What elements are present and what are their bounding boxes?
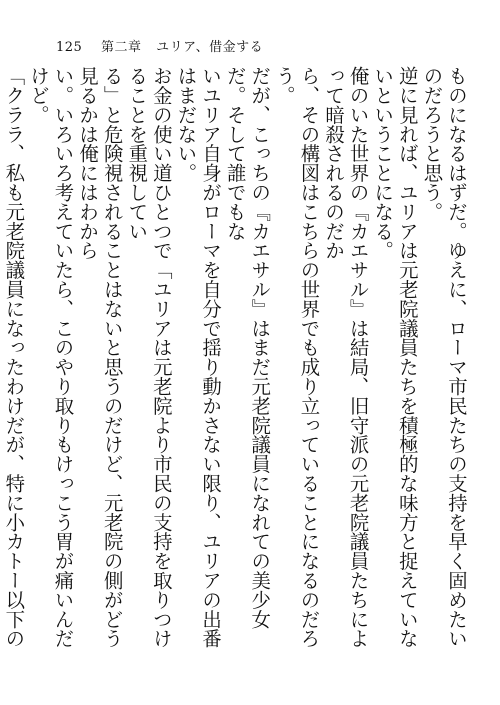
running-head [56, 36, 263, 55]
chapter-label: 第二章 [100, 40, 142, 55]
text-line: 俺のいた世界の『カエサル』は結局、旧守派の元老院議員たちによって暗殺されるのだか [322, 66, 370, 648]
text-line: 逆に見れば、ユリアは元老院議員たちを積極的な味方と捉えていないということになる。 [371, 66, 419, 648]
text-line: ものになるはずだ。ゆえに、ローマ市民たちの支持を早く固めたいのだろうと思う。 [420, 66, 468, 648]
vertical-body-text [2, 66, 468, 666]
text-line: お金の使い道ひとつで「ユリアは元老院より市民の支持を取りつけることを重視してい [125, 66, 173, 648]
text-line: ら、その構図はこちらの世界でも成り立っていることになるのだろう。 [272, 66, 321, 648]
chapter-title: ユリア、借金する [156, 40, 264, 55]
text-line: だが、こっちの『カエサル』はまだ元老院議員になれての美少女だ。そして誰でもな [223, 66, 272, 629]
text-line: いユリア自身がローマを自分で揺り動かさない限り、ユリアの出番はまだない。 [174, 66, 223, 648]
text-line: る」と危険視されることはないと思うのだけど、元老院の側がどう見るかは俺にはわから [76, 66, 124, 648]
text-line: 「クララ、私も元老院議員になったわけだが、特に小カトー以下の [2, 66, 26, 648]
text-line: い。いろいろ考えていたら、このやり取りもけっこう胃が痛いんだけど。 [26, 66, 75, 648]
page-number: 125 [56, 40, 83, 55]
